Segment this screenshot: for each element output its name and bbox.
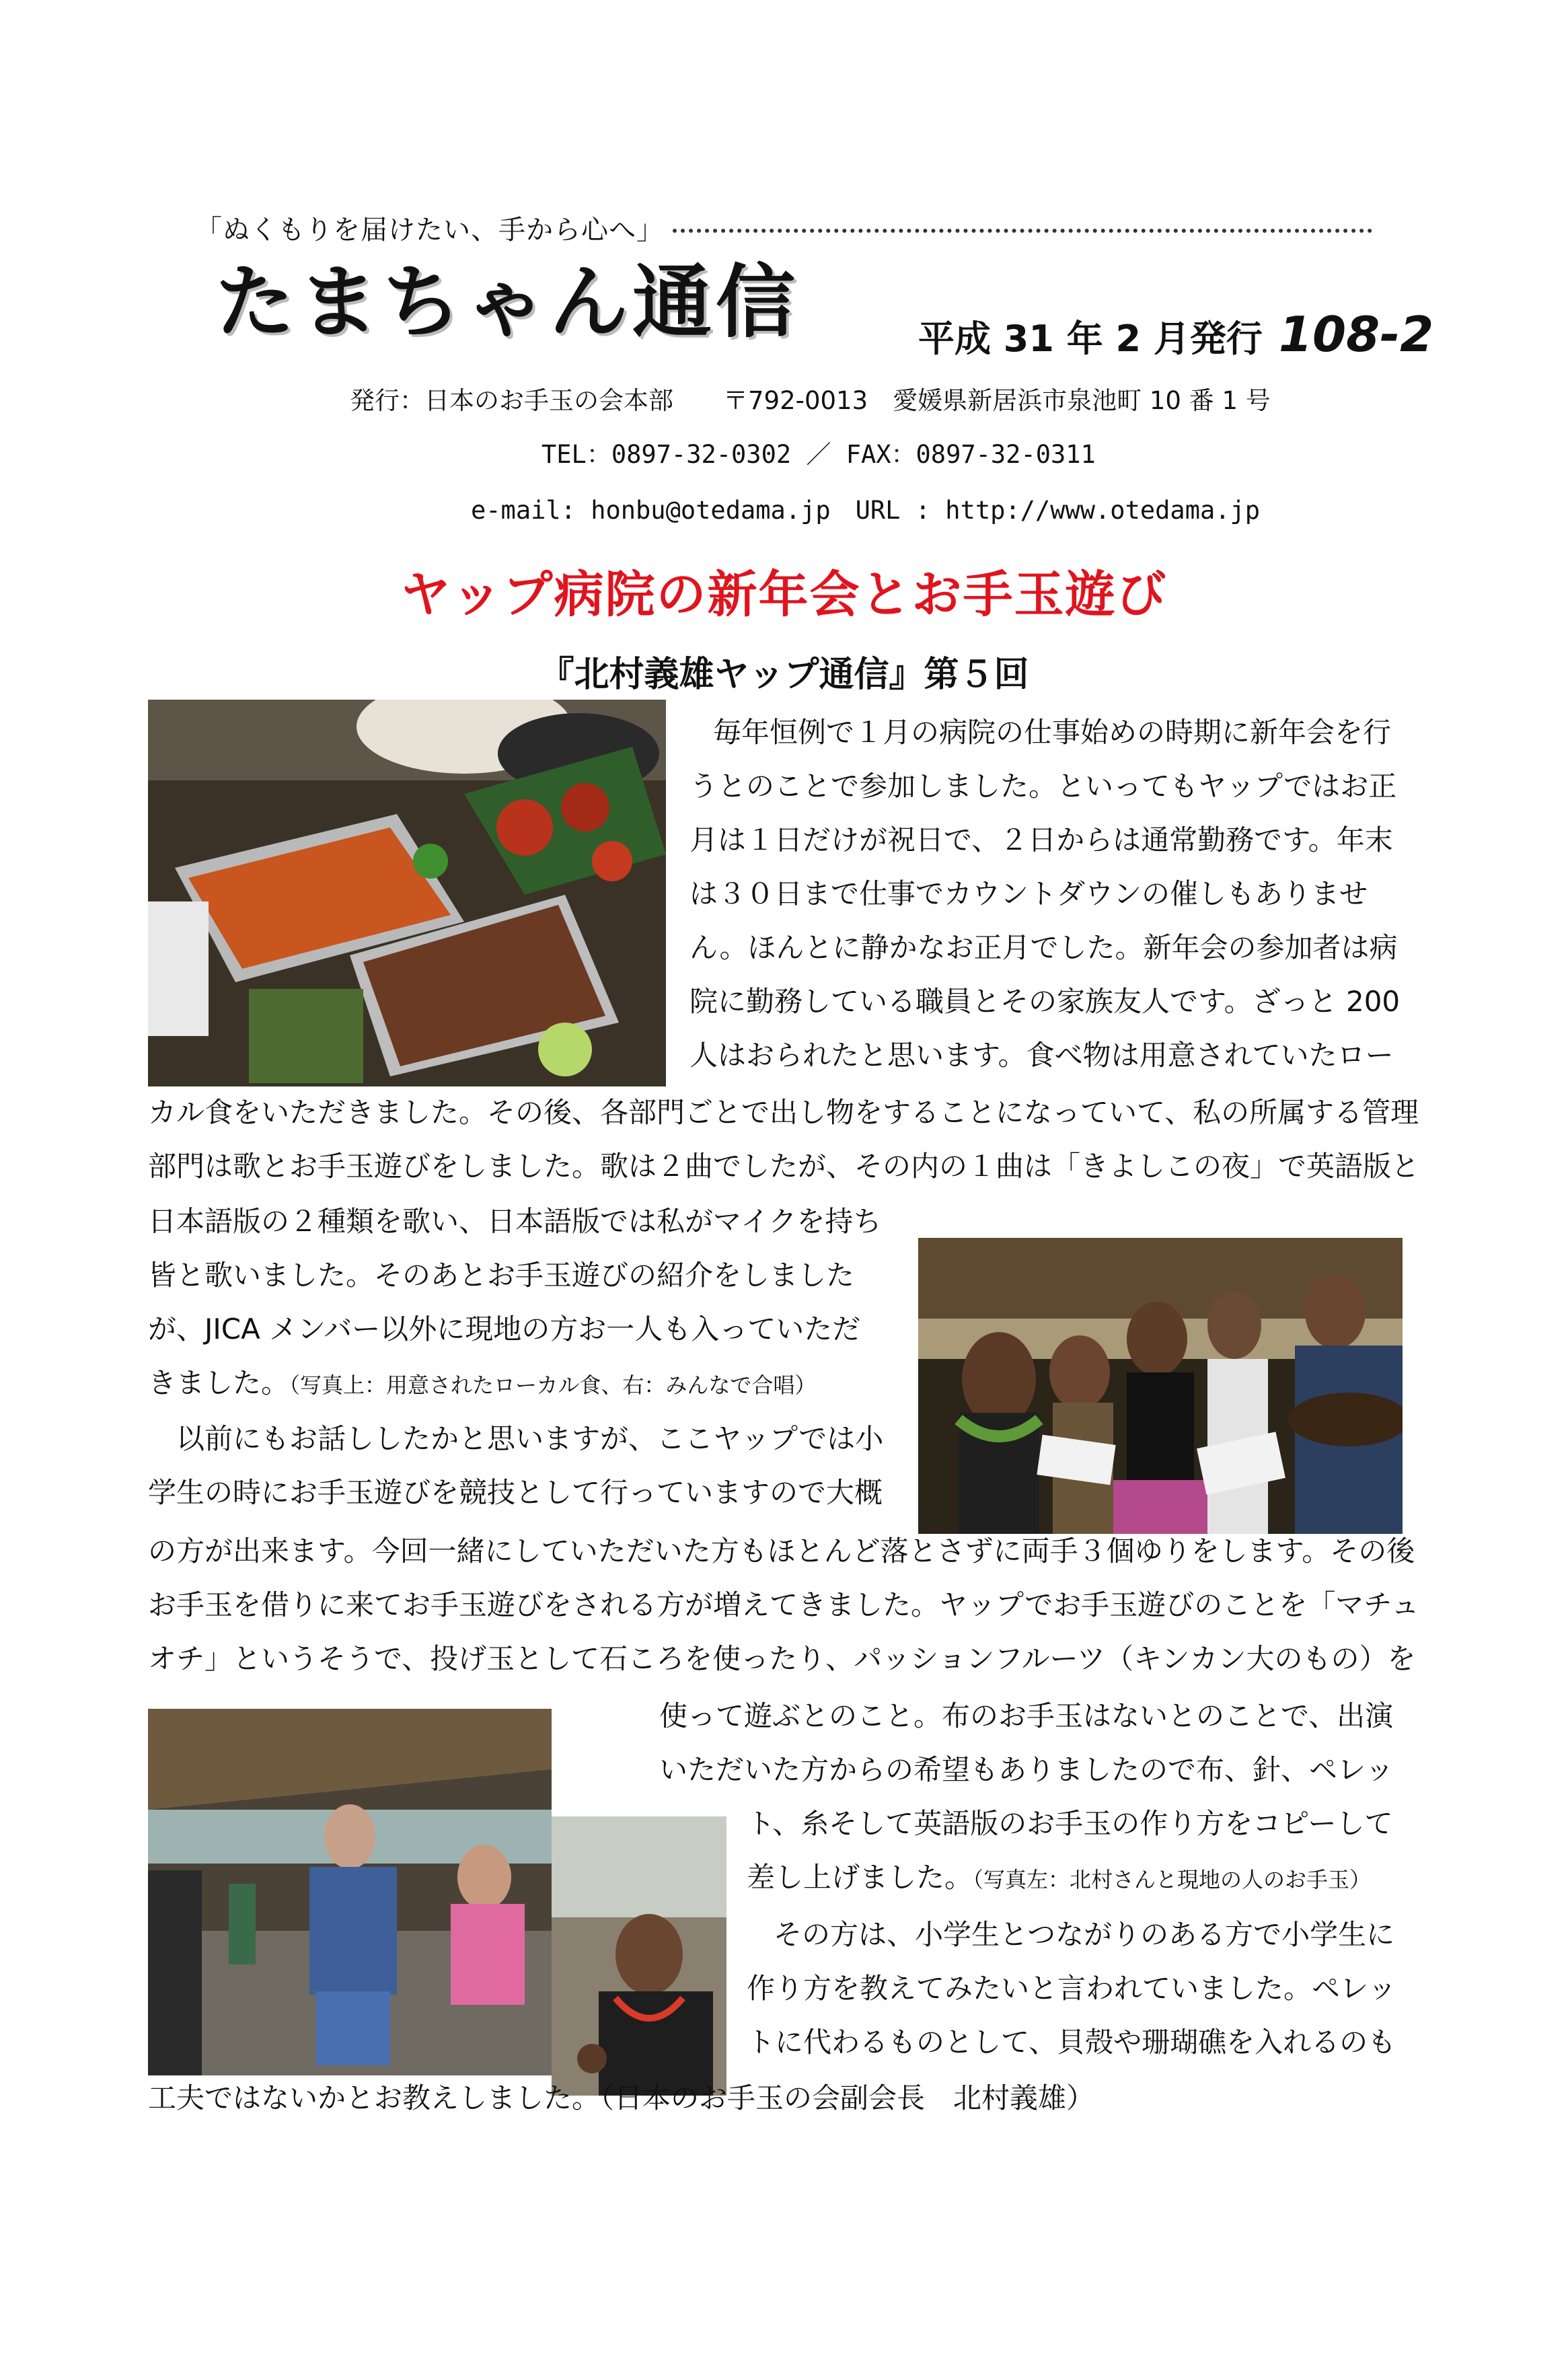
body-line: 人はおられたと思います。食べ物は用意されていたロー <box>689 1039 1394 1072</box>
issue-number: 108-2 <box>1278 306 1434 363</box>
photo-otedama-play <box>148 1709 552 2075</box>
publisher-info: 発行：日本のお手玉の会本部 〒792-0013 愛媛県新居浜市泉池町 10 番 1 号 <box>350 386 1271 415</box>
body-line <box>747 1861 1372 1894</box>
body-line: うとのことで参加しました。といってもヤップではお正 <box>689 770 1397 803</box>
tel-fax-info: TEL：0897-32-0302 ／ FAX：0897-32-0311 <box>542 440 1096 469</box>
slogan: 「ぬくもりを届けたい、手から心へ」 <box>195 215 664 246</box>
body-line: が、JICA メンバー以外に現地の方お一人も入っていただ <box>148 1313 861 1345</box>
body-line: トに代わるものとして、貝殻や珊瑚礁を入れるのも <box>747 2026 1396 2059</box>
body-line-text: きました。 <box>148 1366 290 1399</box>
email-url-info: e-mail: honbu@otedama.jp URL : http://www.otedama.jp <box>471 496 1261 525</box>
body-line: オチ」というそうで、投げ玉として石ころを使ったり、パッションフルーツ（キンカン大のもの）を <box>148 1642 1416 1675</box>
body-line: 部門は歌とお手玉遊びをしました。歌は２曲でしたが、その内の１曲は「きよしこの夜」で英語版と <box>148 1150 1420 1183</box>
body-line: 皆と歌いました。そのあとお手玉遊びの紹介をしました <box>148 1259 855 1292</box>
photo-local-food <box>148 700 666 1086</box>
body-line: 毎年恒例で１月の病院の仕事始めの時期に新年会を行 <box>713 716 1392 749</box>
photo-choir <box>918 1238 1403 1534</box>
body-line: ん。ほんとに静かなお正月でした。新年会の参加者は病 <box>689 931 1398 964</box>
article-subheading: 『北村義雄ヤップ通信』第５回 <box>539 655 1029 695</box>
body-line: 月は１日だけが祝日で、２日からは通常勤務です。年末 <box>689 823 1393 856</box>
body-line <box>148 1366 817 1399</box>
photo-otedama-woman <box>552 1816 726 2096</box>
issue-date: 平成 31 年 2 月発行 <box>918 318 1263 360</box>
body-line: 工夫ではないかとお教えしました。（日本のお手玉の会副会長 北村義雄） <box>148 2081 1095 2114</box>
body-line: 以前にもお話ししたかと思いますが、ここヤップでは小 <box>176 1422 884 1455</box>
body-line: いただいた方からの希望もありましたので布、針、ペレッ <box>659 1753 1394 1786</box>
article-headline: ヤップ病院の新年会とお手玉遊び <box>400 566 1168 624</box>
body-line: カル食をいただきました。その後、各部門ごとで出し物をすることになっていて、私の所属する管理 <box>148 1096 1419 1129</box>
photo-caption-1: （写真上：用意されたローカル食、右：みんなで合唱） <box>289 1372 817 1398</box>
body-line: 学生の時にお手玉遊びを競技として行っていますので大概 <box>148 1476 883 1509</box>
body-line: その方は、小学生とつながりのある方で小学生に <box>774 1918 1395 1951</box>
body-line: 院に勤務している職員とその家族友人です。ざっと 200 <box>689 985 1401 1018</box>
body-line: お手玉を借りに来てお手玉遊びをされる方が増えてきました。ヤップでお手玉遊びのことを「マチュ <box>148 1588 1420 1621</box>
body-line: 作り方を教えてみたいと言われていました。ペレッ <box>747 1972 1396 2005</box>
masthead-title: たまちゃん通信 <box>215 256 800 348</box>
body-line: 日本語版の２種類を歌い、日本語版では私がマイクを持ち <box>148 1205 882 1238</box>
body-line: ト、糸そして英語版のお手玉の作り方をコピーして <box>747 1807 1393 1840</box>
issue-info <box>918 306 1433 363</box>
body-line: 使って遊ぶとのこと。布のお手玉はないとのことで、出演 <box>659 1699 1394 1732</box>
photo-caption-2: （写真左：北村さんと現地の人のお手玉） <box>973 1867 1372 1892</box>
body-line: の方が出来ます。今回一緒にしていただいた方もほとんど落とさずに両手３個ゆりをします。その後 <box>148 1535 1415 1568</box>
body-line-text: 差し上げました。 <box>747 1861 973 1894</box>
dotted-rule <box>673 229 1372 233</box>
body-line: は３０日まで仕事でカウントダウンの催しもありませ <box>689 877 1368 910</box>
